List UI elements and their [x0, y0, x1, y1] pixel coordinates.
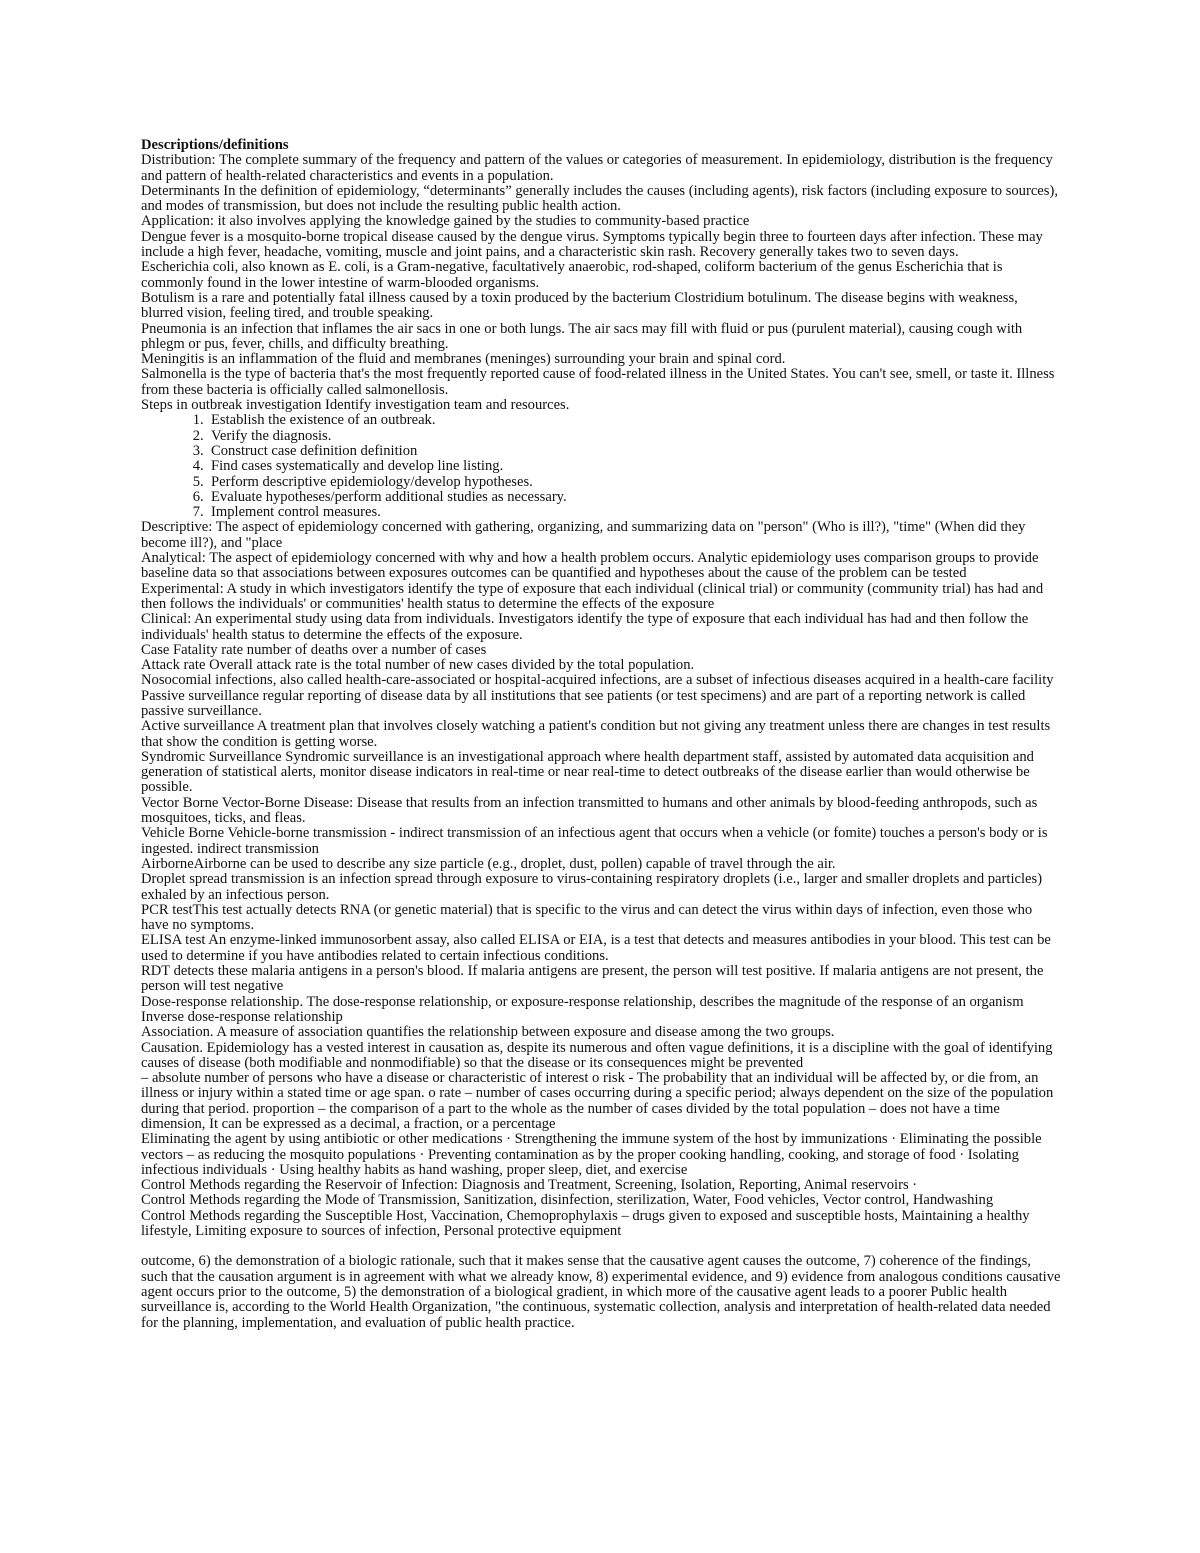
definition-vector-borne: Vector Borne Vector-Borne Disease: Disease that results from an infection transmitted to humans and other animals by blood-feeding anthropods, such as mosquitoes, ticks, and fleas. — [141, 794, 1038, 827]
definition-botulism: Botulism is a rare and potentially fatal illness caused by a toxin produced by the bacterium Clostridium botulinum. The disease begins with weakness, blurred vision, feeling tired, and trouble speaking. — [141, 289, 1018, 322]
definition-meningitis: Meningitis is an inflammation of the fluid and membranes (meninges) surrounding your brain and spinal cord. — [141, 351, 786, 368]
definition-passive-surveillance: Passive surveillance regular reporting of disease data by all institutions that see patients (or test specimens) and are part of a reporting network is called passive surveillance. — [141, 687, 1026, 719]
list-item: 6. Evaluate hypotheses/perform additional studies as necessary. — [211, 490, 1061, 505]
definition-vehicle-borne: Vehicle Borne Vehicle-borne transmission - indirect transmission of an infectious agent that occurs when a vehicle (or fomite) touches a person's body or is ingested. indirect transmission — [141, 825, 1048, 857]
definition-pneumonia: Pneumonia is an infection that inflames the air sacs in one or both lungs. The air sacs may fill with fluid or pus (purulent material), causing cough with phlegm or pus, fever, chills, and difficulty breathing. — [141, 320, 1023, 352]
list-item: 1. Establish the existence of an outbreak. — [211, 413, 1061, 428]
definition-elisa: ELISA test An enzyme-linked immunosorbent assay, also called ELISA or EIA, is a test that detects and measures antibodies in your blood. This test can be used to determine if you have antibodies related to certain infectious conditions. — [141, 932, 1051, 964]
document-title: Descriptions/definitions — [141, 137, 289, 153]
definition-experimental: Experimental: A study in which investigators identify the type of exposure that each individual (clinical trial) or community (community trial) has had and then follows the individuals' or communities' health status to determine the effects of the exposure — [141, 580, 1044, 612]
causation-criteria-paragraph: outcome, 6) the demonstration of a biologic rationale, such that it makes sense that the causative agent causes the outcome, 7) coherence of the findings, such that the causation argument is in agreement with what we already know, 8) experimental evidence, and 9) evidence from analogous conditions causative agent occurs prior to the outcome, 5) the demonstration of a biological gradient, in which more of the causative agent leads to a poorer Public health surveillance is, according to the World Health Organization, "the continuous, systematic collection, analysis and interpretation of health-related data needed for the planning, implementation, and evaluation of public health practice. — [141, 1253, 1061, 1331]
definition-causation: Causation. Epidemiology has a vested interest in causation as, despite its numerous and often vague definitions, it is a discipline with the goal of identifying causes of disease (both modifiable and nonmodifiable) so that the disease or its consequences might be prevented — [141, 1039, 1053, 1071]
outbreak-steps-intro: Steps in outbreak investigation Identify investigation team and resources. — [141, 397, 570, 414]
definition-rdt: RDT detects these malaria antigens in a person's blood. If malaria antigens are present, the person will test positive. If malaria antigens are not present, the person will test negative — [141, 963, 1044, 995]
definition-pcr: PCR testThis test actually detects RNA (or genetic material) that is specific to the virus and can detect the virus within days of infection, even those who have no symptoms. — [141, 901, 1033, 934]
definition-salmonella: Salmonella is the type of bacteria that's the most frequently reported cause of food-related illness in the United States. You can't see, smell, or taste it. Illness from these bacteria is officially called salmonellosis. — [141, 366, 1055, 398]
definition-distribution: Distribution: The complete summary of the frequency and pattern of the values or categories of measurement. In epidemiology, distribution is the frequency and pattern of health-related characteristics and events in a population. — [141, 152, 1053, 184]
definition-dose-response: Dose-response relationship. The dose-response relationship, or exposure-response relationship, describes the magnitude of the response of an organism — [141, 993, 1024, 1010]
definition-application: Application: it also involves applying the knowledge gained by the studies to community-based practice — [141, 213, 750, 230]
definition-active-surveillance: Active surveillance A treatment plan that involves closely watching a patient's condition but not giving any treatment unless there are changes in test results that show the condition is getting worse. — [141, 718, 1051, 750]
definition-droplet: Droplet spread transmission is an infection spread through exposure to virus-containing respiratory droplets (i.e., larger and smaller droplets and particles) exhaled by an infectious person. — [141, 871, 1043, 903]
definition-inverse-dose-response: Inverse dose-response relationship — [141, 1008, 343, 1025]
definition-dengue: Dengue fever is a mosquito-borne tropical disease caused by the dengue virus. Symptoms typically begin three to fourteen days after infection. These may include a high fever, headache, vomiting, muscle and joint pains, and a characteristic skin rash. Recovery generally takes two to seven days. — [141, 228, 1043, 261]
definition-descriptive: Descriptive: The aspect of epidemiology concerned with gathering, organizing, and summarizing data on "person" (Who is ill?), "time" (When did they become ill?), and "place — [141, 519, 1026, 551]
definition-determinants: Determinants In the definition of epidemiology, “determinants” generally includes the causes (including agents), risk factors (including exposure to sources), and modes of transmission, but does not include the resulting public health action. — [141, 182, 1058, 215]
list-item: 3. Construct case definition definition — [211, 444, 1061, 459]
definition-airborne: AirborneAirborne can be used to describe any size particle (e.g., droplet, dust, pollen) capable of travel through the air. — [141, 855, 836, 872]
definition-clinical: Clinical: An experimental study using data from individuals. Investigators identify the type of exposure that each individual has had and then follow the individuals' health status to determine the effects of the exposure. — [141, 611, 1029, 643]
list-item: 7. Implement control measures. — [211, 505, 1061, 520]
control-host: Control Methods regarding the Susceptible Host, Vaccination, Chemoprophylaxis – drugs given to exposed and susceptible hosts, Maintaining a healthy lifestyle, Limiting exposure to sources of infection, Personal protective equipment — [141, 1207, 1030, 1240]
definition-case-fatality: Case Fatality rate number of deaths over a number of cases — [141, 641, 487, 658]
outbreak-steps-list — [141, 413, 1061, 520]
document-page — [141, 138, 1061, 1331]
definition-syndromic-surveillance: Syndromic Surveillance Syndromic surveillance is an investigational approach where health department staff, assisted by automated data acquisition and generation of statistical alerts, monitor disease indicators in real-time or near real-time to detect outbreaks of the disease earlier than would otherwise be possible. — [141, 748, 1034, 796]
list-item: 5. Perform descriptive epidemiology/develop hypotheses. — [211, 475, 1061, 490]
paragraph-spacer — [141, 1239, 1061, 1254]
definition-ecoli: Escherichia coli, also known as E. coli, is a Gram-negative, facultatively anaerobic, rod-shaped, coliform bacterium of the genus Escherichia that is commonly found in the lower intestine of warm-blooded organisms. — [141, 259, 1003, 291]
control-transmission: Control Methods regarding the Mode of Transmission, Sanitization, disinfection, sterilization, Water, Food vehicles, Vector control, Handwashing — [141, 1192, 994, 1209]
definition-association: Association. A measure of association quantifies the relationship between exposure and disease among the two groups. — [141, 1024, 835, 1041]
definition-measures: – absolute number of persons who have a disease or characteristic of interest o risk - The probability that an individual will be affected by, or die from, an illness or injury within a stated time or age span. o rate – number of cases occurring during a specific period; always dependent on the size of the population during that period. proportion – the comparison of a part to the whole as the number of cases divided by the total population – does not have a time dimension, It can be expressed as a decimal, a fraction, or a percentage — [141, 1070, 1054, 1132]
control-reservoir: Control Methods regarding the Reservoir of Infection: Diagnosis and Treatment, Screening, Isolation, Reporting, Animal reservoirs · — [141, 1177, 918, 1194]
definition-attack-rate: Attack rate Overall attack rate is the total number of new cases divided by the total population. — [141, 657, 695, 674]
control-general: Eliminating the agent by using antibiotic or other medications · Strengthening the immune system of the host by immunizations · Eliminating the possible vectors – as reducing the mosquito populations · Preventing contamination as by the proper cooking handling, cooking, and storage of food · Isolating infectious individuals · Using healthy habits as hand washing, proper sleep, diet, and exercise — [141, 1131, 1042, 1178]
list-item: 4. Find cases systematically and develop line listing. — [211, 459, 1061, 474]
definition-nosocomial: Nosocomial infections, also called health-care-associated or hospital-acquired infections, are a subset of infectious diseases acquired in a health-care facility — [141, 672, 1054, 689]
list-item: 2. Verify the diagnosis. — [211, 429, 1061, 444]
definition-analytical: Analytical: The aspect of epidemiology concerned with why and how a health problem occurs. Analytic epidemiology uses comparison groups to provide baseline data so that associations between exposures outcomes can be quantified and hypotheses about the cause of the problem can be tested — [141, 550, 1039, 582]
